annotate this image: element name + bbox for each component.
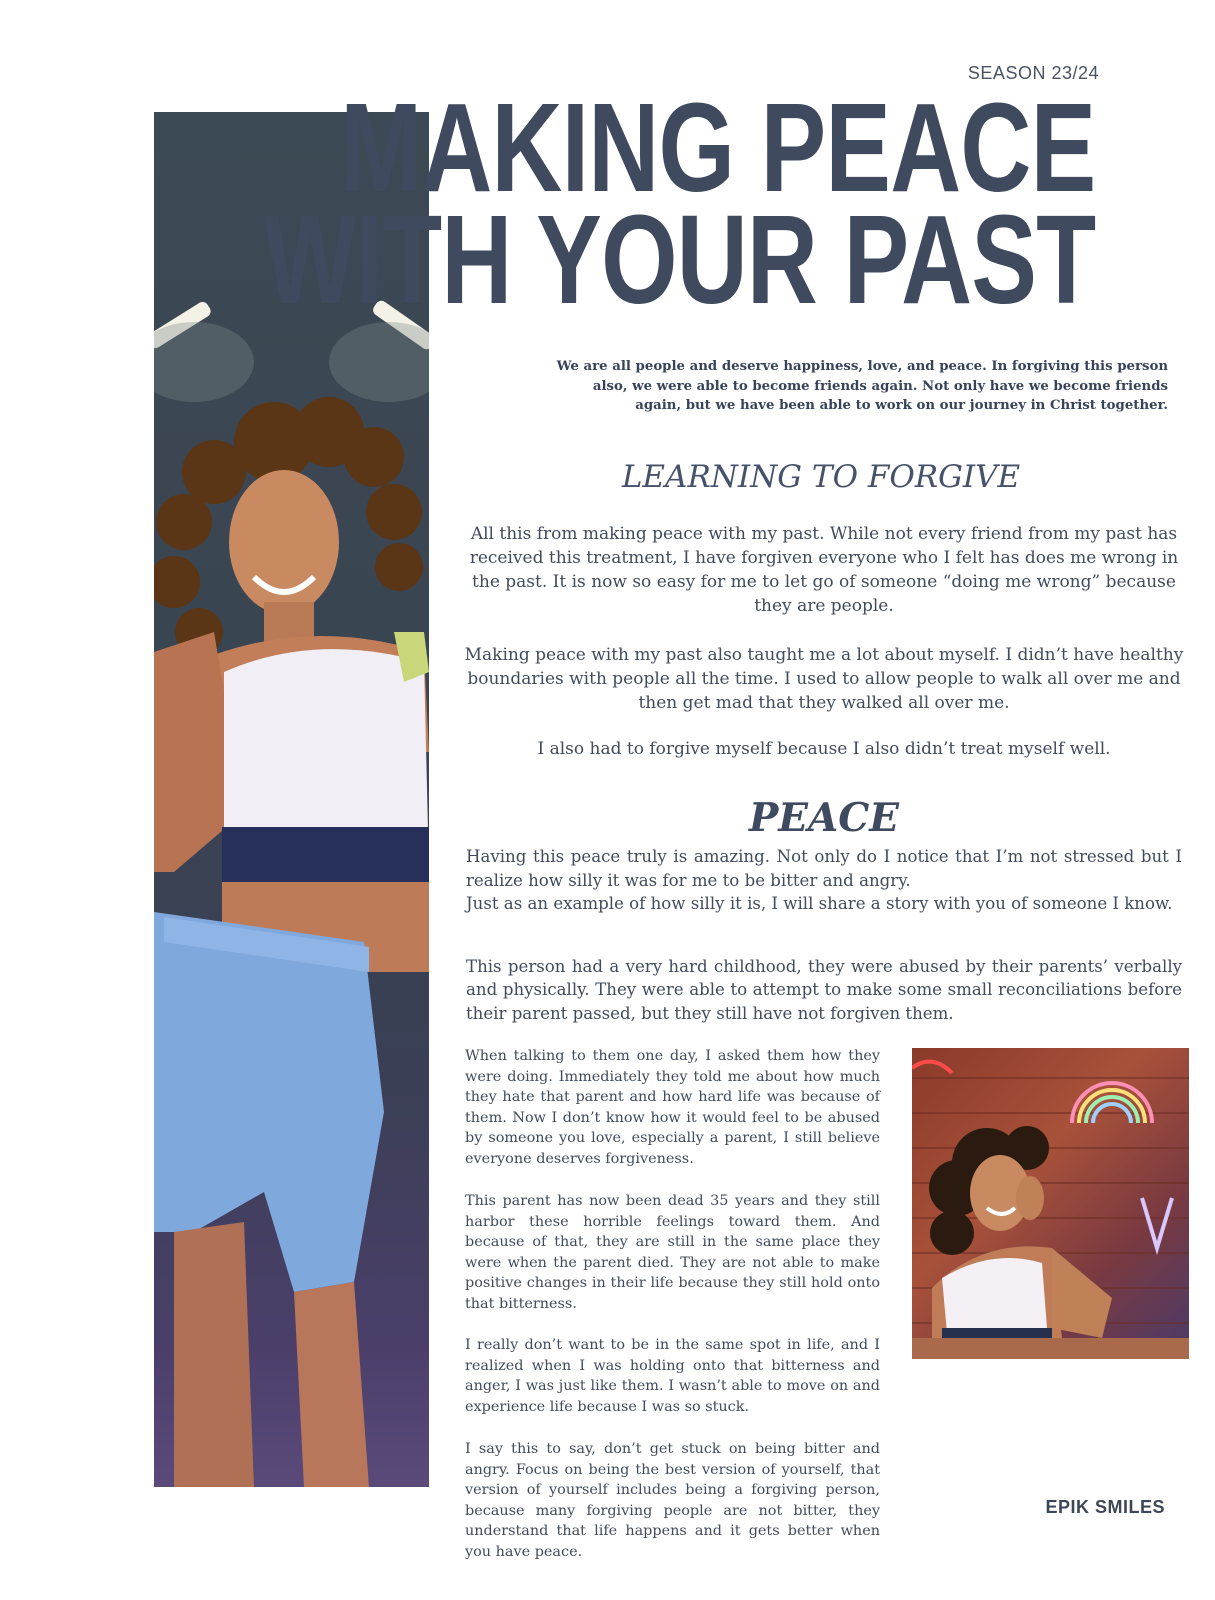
brand-name: EPIK SMILES (1045, 1497, 1165, 1517)
column-paragraph: I really don’t want to be in the same spot in life, and I realized when I was holding onto that bitterness and anger, I was just like them. I wasn’t able to move on and experience life because I was so stuck. (465, 1337, 880, 1415)
column-paragraph: This parent has now been dead 35 years and they still harbor these horrible feelings toward them. And because of that, they are still in the same place they were when the parent died. They are not able to make positive changes in their life because they still hold onto that bitterness. (465, 1193, 880, 1312)
column-paragraph: When talking to them one day, I asked them how they were doing. Immediately they told me about how much they hate that parent and how hard life was because of them. Now I don’t know how it would feel to be abused by someone you love, especially a parent, I still believe everyone deserves forgiveness. (465, 1048, 880, 1167)
column-paragraph: I say this to say, don’t get stuck on being bitter and angry. Focus on being the best version of yourself, that version of yourself includes being a forgiving person, because many forgiving people are not bitter, they understand that life happens and it gets better when you have peace. (465, 1441, 880, 1560)
paragraph: I also had to forgive myself because I also didn’t treat myself well. (537, 739, 1111, 759)
paragraph: Making peace with my past also taught me a lot about myself. I didn’t have healthy boundaries with people all the time. I used to allow people to walk all over me and then get mad that they walked all over me. (464, 645, 1184, 713)
season-label: SEASON 23/24 (967, 63, 1099, 83)
page-title (263, 77, 1095, 330)
paragraph: All this from making peace with my past. While not every friend from my past has received this treatment, I have forgiven everyone who I felt has does me wrong in the past. It is now so easy for me to let go of someone “doing me wrong” because they are people. (469, 524, 1179, 616)
paragraph (466, 845, 1182, 916)
paragraph-line: Having this peace truly is amazing. Not only do I notice that I’m not stressed but I realize how silly it was for me to be bitter and angry. (466, 847, 1182, 890)
title-line-2: WITH YOUR PAST (263, 189, 1095, 330)
title-line-1: MAKING PEACE (339, 77, 1095, 218)
paragraph: This person had a very hard childhood, they were abused by their parents’ verbally and physically. They were able to attempt to make some small reconciliations before their parent passed, but they still have not forgiven them. (466, 956, 1182, 1023)
paragraph-line: Just as an example of how silly it is, I will share a story with you of someone I know. (466, 894, 1173, 913)
heading-learning-to-forgive: LEARNING TO FORGIVE (621, 458, 1021, 495)
heading-peace: PEACE (748, 795, 900, 842)
intro-text: We are all people and deserve happiness, love, and peace. In forgiving this person also, we were able to become friends again. Not only have we become friends again, but we have been able to work on our journey in Christ together. (556, 359, 1168, 414)
secondary-photo (912, 1048, 1189, 1359)
